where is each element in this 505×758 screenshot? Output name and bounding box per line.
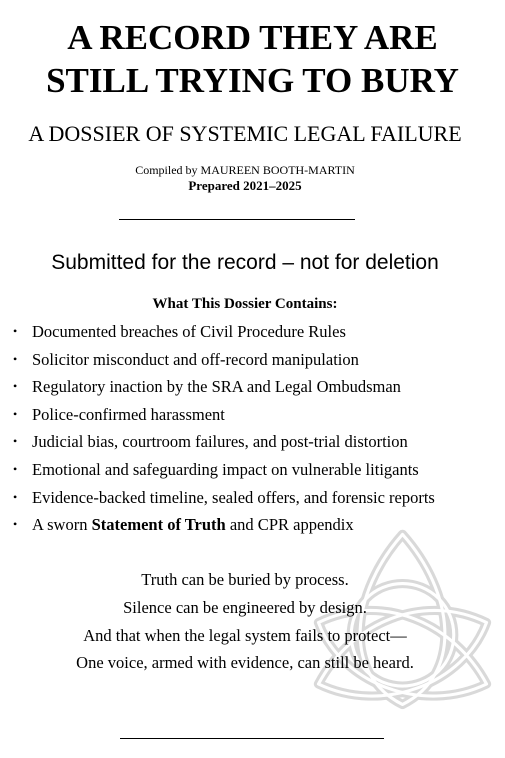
contents-item-text: Documented breaches of Civil Procedure Rules: [32, 322, 346, 341]
contents-list-item: [0, 428, 505, 456]
contents-list-item: [0, 511, 505, 539]
document-subtitle: A DOSSIER OF SYSTEMIC LEGAL FAILURE: [28, 121, 462, 146]
contents-list-item: [0, 346, 505, 374]
statement-prefix: A sworn: [32, 515, 92, 535]
top-divider: [119, 219, 355, 220]
compiled-by-line: Compiled by MAUREEN BOOTH-MARTIN: [135, 163, 355, 177]
contents-item-text: Police-confirmed harassment: [32, 404, 225, 424]
bullet-icon: •: [13, 489, 18, 504]
contents-list-item: [0, 484, 505, 512]
contents-item-text: Emotional and safeguarding impact on vulnerable litigants: [32, 459, 419, 479]
closing-statement: [0, 566, 490, 677]
title-line-1: A RECORD THEY ARE: [67, 18, 438, 57]
prepared-date-line: Prepared 2021–2025: [188, 178, 302, 193]
contents-list-item: [0, 456, 505, 484]
bullet-icon: •: [13, 324, 18, 338]
bullet-icon: •: [13, 379, 18, 394]
contents-item-text: Regulatory inaction by the SRA and Legal Ombudsman: [32, 377, 401, 397]
bullet-icon: •: [13, 406, 18, 421]
contents-list-item: [0, 373, 505, 401]
contents-item-text: Solicitor misconduct and off-record manipulation: [32, 349, 359, 369]
bottom-divider: [120, 738, 384, 739]
contents-item-text: Evidence-backed timeline, sealed offers, and forensic reports: [32, 487, 435, 507]
bullet-icon: •: [13, 434, 18, 449]
contents-item-text: Judicial bias, courtroom failures, and post-trial distortion: [32, 432, 408, 452]
contents-item-text: [32, 511, 354, 539]
submitted-note: Submitted for the record – not for deletion: [51, 251, 439, 274]
bullet-icon: •: [13, 461, 18, 476]
contents-heading: What This Dossier Contains:: [152, 296, 338, 312]
title-line-2: STILL TRYING TO BURY: [46, 61, 459, 100]
bullet-icon: •: [13, 351, 18, 366]
document-title: [0, 16, 505, 102]
closing-line: Silence can be engineered by design.: [123, 597, 367, 617]
statement-of-truth-emphasis: Statement of Truth: [91, 515, 226, 535]
statement-suffix: and CPR appendix: [225, 515, 354, 535]
closing-line: And that when the legal system fails to protect—: [83, 625, 407, 645]
contents-list-item: [0, 401, 505, 429]
closing-line: One voice, armed with evidence, can still be heard.: [76, 653, 414, 673]
closing-line: Truth can be buried by process.: [141, 570, 349, 589]
contents-list-item: [0, 318, 505, 346]
bullet-icon: •: [13, 517, 18, 532]
contents-list: [0, 318, 505, 539]
